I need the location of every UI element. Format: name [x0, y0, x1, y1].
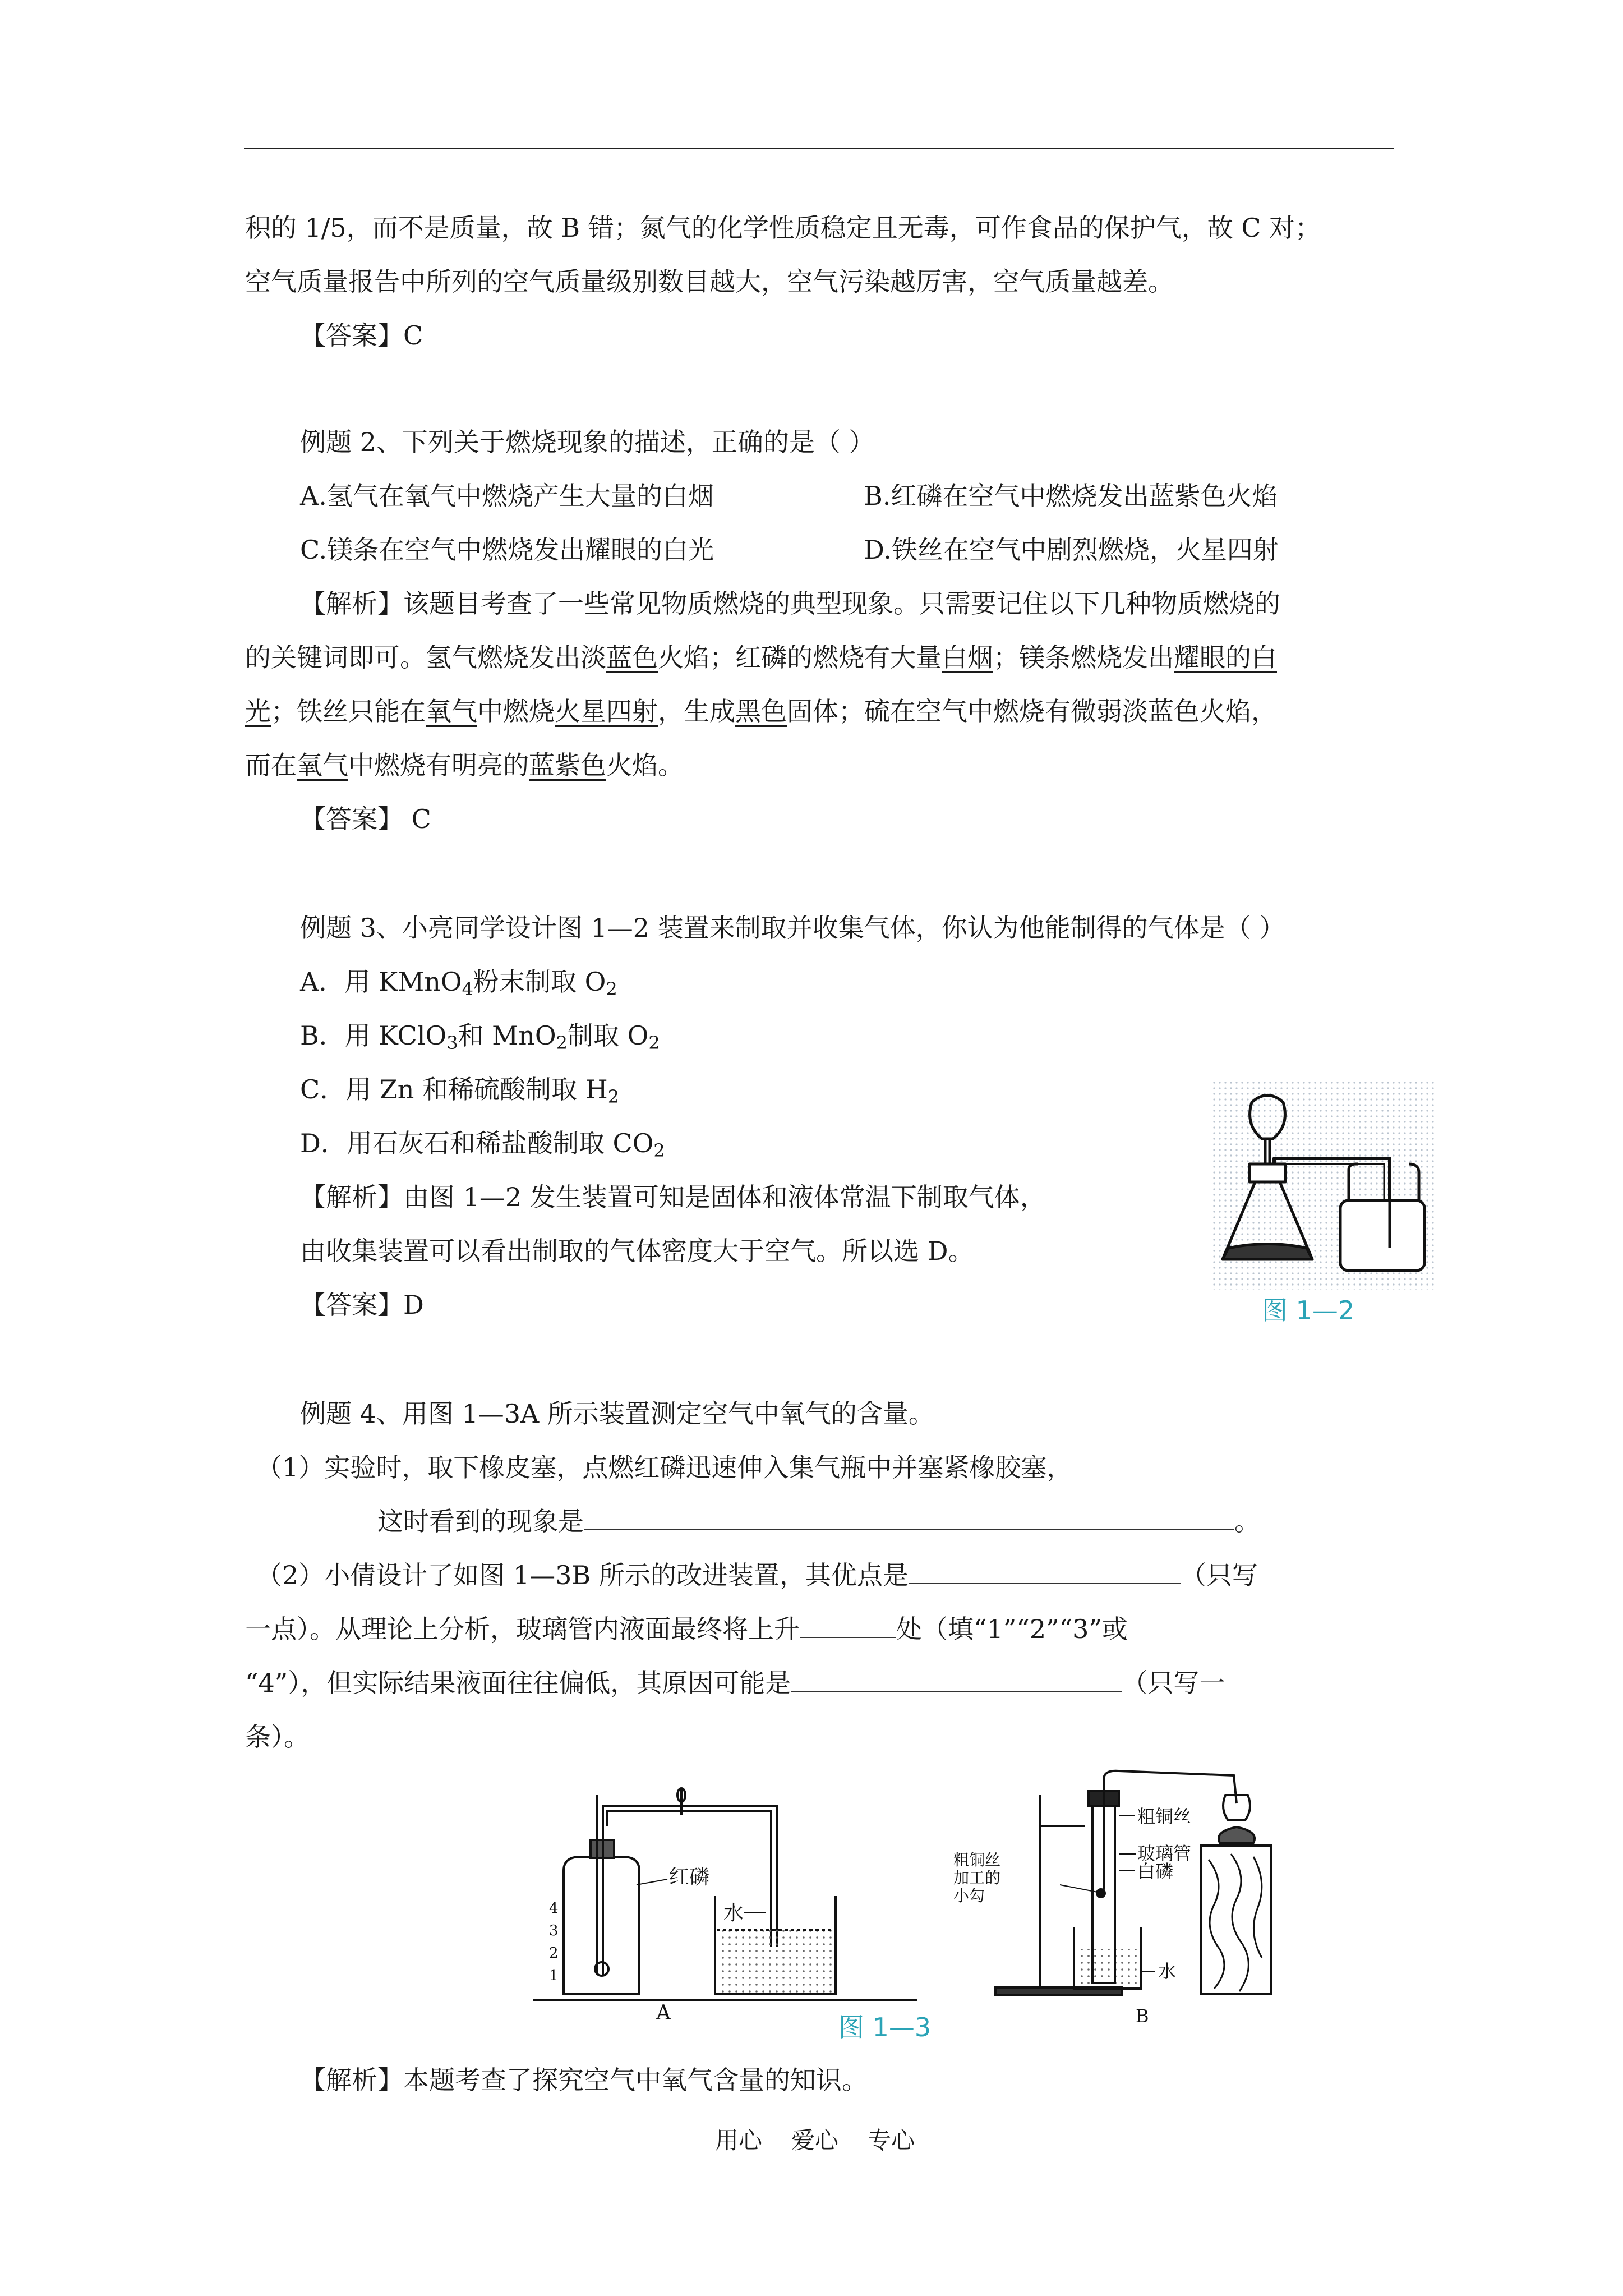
q3-answer: 【答案】D	[300, 1290, 424, 1320]
q4-answer-blank-4[interactable]	[791, 1668, 1122, 1692]
footer-word-3: 专心	[868, 2127, 915, 2154]
para1-answer: 【答案】C	[300, 320, 423, 351]
fig-a-tick-4: 4	[549, 1900, 559, 1917]
fig-b-white-phosphorus-label: 白磷	[1137, 1861, 1174, 1882]
fig-a-tick-3: 3	[549, 1922, 559, 1939]
q2-analysis-line2: 的关键词即可。氢气燃烧发出淡蓝色火焰；红磷的燃烧有大量白烟；镁条燃烧发出耀眼的白	[245, 642, 1277, 673]
q2-answer: 【答案】 C	[300, 804, 431, 834]
fig-a-tick-1: 1	[549, 1967, 559, 1984]
q3-analysis-line1: 【解析】由图 1—2 发生装置可知是固体和液体常温下制取气体，	[300, 1182, 1046, 1212]
fig-a-panel-label: A	[656, 2001, 671, 2019]
header-rule	[244, 148, 1394, 149]
footer-word-1: 用心	[715, 2127, 763, 2154]
fig-b-glass-tube-label: 玻璃管	[1137, 1843, 1192, 1864]
figure-1-2-apparatus	[1211, 1080, 1436, 1290]
q3-option-d: D．用石灰石和稀盐酸制取 $CO_2$	[300, 1128, 665, 1161]
fig-a-water-label: 水	[723, 1902, 744, 1925]
q2-option-d: D.铁丝在空气中剧烈燃烧，火星四射	[864, 535, 1279, 565]
fig-b-panel-label: B	[1136, 2005, 1149, 2022]
para1-line1: 积的 1/5，而不是质量，故 B 错；氮气的化学性质稳定且无毒，可作食品的保护气，故 C 对；	[245, 213, 1321, 243]
q4-part1-line1: （1）实验时，取下橡皮塞，点燃红磷迅速伸入集气瓶中并塞紧橡胶塞，	[256, 1452, 1073, 1483]
q4-answer-blank-3[interactable]	[800, 1614, 896, 1638]
q4-part2-line2: 一点）。从理论上分析，玻璃管内液面最终将上升 处（填“1”“2”“3”或	[245, 1614, 1128, 1644]
figure-1-3a-apparatus	[524, 1773, 945, 2019]
q4-part2-line3: “4”），但实际结果液面往往偏低，其原因可能是 （只写一	[245, 1668, 1225, 1698]
q4-answer-blank-2[interactable]	[909, 1561, 1181, 1584]
para1-line2: 空气质量报告中所列的空气质量级别数目越大，空气污染越厉害，空气质量越差。	[245, 266, 1174, 297]
fig-b-hook-label-2: 加工的	[953, 1869, 1001, 1887]
q4-part2-line1: （2）小倩设计了如图 1—3B 所示的改进装置，其优点是 （只写	[256, 1560, 1258, 1590]
q4-part1-line2: 这时看到的现象是 。	[377, 1506, 1260, 1536]
q3-option-a: A．用 KMnO$_4$粉末制取 $O_2$	[300, 967, 617, 1000]
q2-stem: 例题 2、下列关于燃烧现象的描述，正确的是（ ）	[300, 427, 875, 457]
fig-b-copper-wire-label: 粗铜丝	[1137, 1806, 1192, 1827]
page-footer	[715, 2122, 944, 2156]
q4-analysis: 【解析】本题考查了探究空气中氧气含量的知识。	[300, 2065, 868, 2095]
fig-b-hook-label-3: 小勾	[953, 1887, 985, 1905]
q2-analysis-line3: 光；铁丝只能在氧气中燃烧火星四射，生成黑色固体；硫在空气中燃烧有微弱淡蓝色火焰，	[245, 696, 1277, 726]
q3-analysis-line2: 由收集装置可以看出制取的气体密度大于空气。所以选 D。	[300, 1236, 974, 1266]
q2-option-c: C.镁条在空气中燃烧发出耀眼的白光	[300, 535, 714, 565]
q4-part2-line4: 条）。	[245, 1722, 310, 1752]
q2-analysis-line1: 【解析】该题目考查了一些常见物质燃烧的典型现象。只需要记住以下几种物质燃烧的	[300, 588, 1280, 619]
q2-option-b: B.红磷在空气中燃烧发出蓝紫色火焰	[864, 481, 1278, 511]
q3-option-b: B．用 KClO$_3$和 MnO$_2$制取 $O_2$	[300, 1020, 660, 1053]
footer-word-2: 爱心	[791, 2127, 839, 2154]
q2-option-a: A.氢气在氧气中燃烧产生大量的白烟	[300, 481, 714, 511]
q4-stem: 例题 4、用图 1—3A 所示装置测定空气中氧气的含量。	[300, 1398, 934, 1429]
q3-stem: 例题 3、小亮同学设计图 1—2 装置来制取并收集气体，你认为他能制得的气体是（ ）	[300, 913, 1285, 943]
figure-1-3-caption: 图 1—3	[838, 2012, 932, 2042]
fig-b-hook-label-1: 粗铜丝	[953, 1851, 1001, 1869]
fig-a-red-phosphorus-label: 红磷	[669, 1866, 710, 1889]
figure-1-3b-apparatus	[951, 1764, 1281, 2022]
figure-1-2-caption: 图 1—2	[1262, 1295, 1355, 1326]
fig-b-water-label: 水	[1158, 1961, 1177, 1982]
q4-answer-blank-1[interactable]	[584, 1507, 1234, 1530]
fig-a-tick-2: 2	[549, 1945, 559, 1962]
q3-option-c: C．用 Zn 和稀硫酸制取 $H_2$	[300, 1074, 620, 1107]
q2-analysis-line4: 而在氧气中燃烧有明亮的蓝紫色火焰。	[245, 750, 684, 780]
